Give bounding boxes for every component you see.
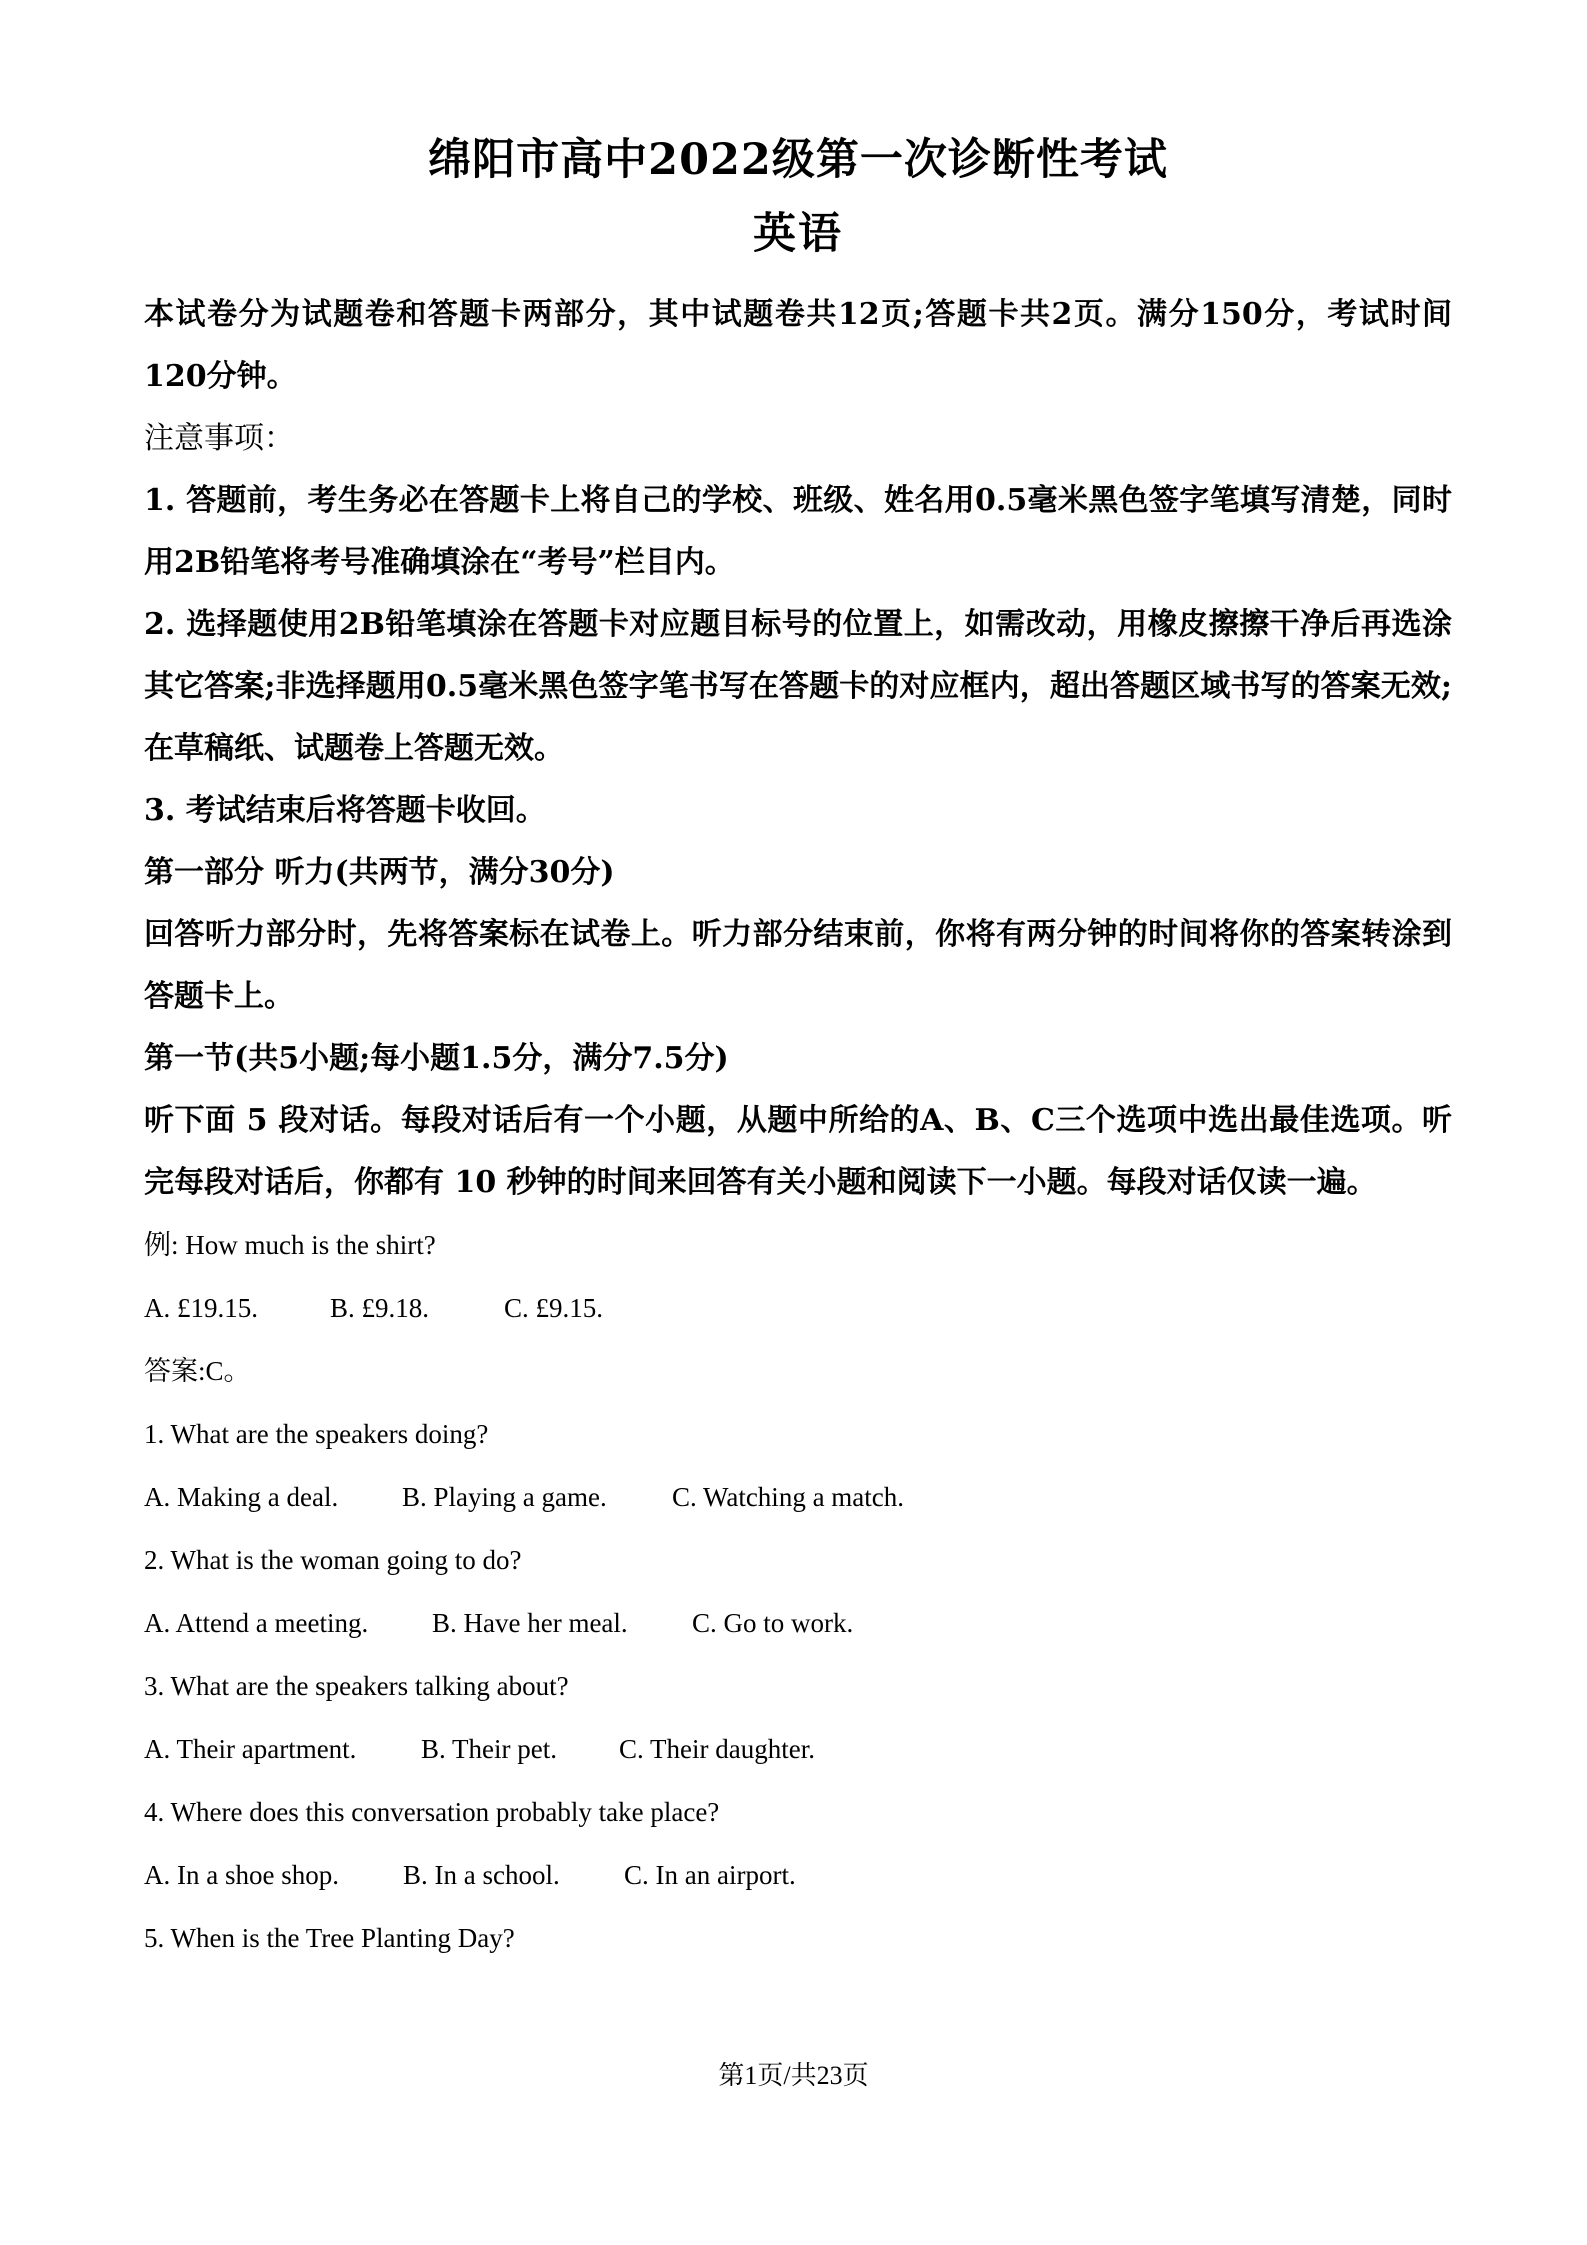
question-1-option-c: C. Watching a match. [672, 1482, 905, 1512]
example-option-b: B. £9.18. [330, 1293, 430, 1323]
notice-item-3: 3. 考试结束后将答题卡收回。 [144, 793, 546, 828]
question-3-option-a: A. Their apartment. [144, 1734, 357, 1764]
question-5: 5. When is the Tree Planting Day? [144, 1923, 515, 1953]
notice-heading: 注意事项： [144, 421, 294, 456]
example-options [144, 1277, 1452, 1340]
notice-item-2: 2. 选择题使用2B铅笔填涂在答题卡对应题目标号的位置上，如需改动，用橡皮擦擦干净后再选涂其它答案;非选择题用0.5毫米黑色签字笔书写在答题卡的对应框内，超出答题区域书写的答案无效;在草稿纸、试题卷上答题无效。 [144, 607, 1452, 766]
question-4-option-a: A. In a shoe shop. [144, 1860, 339, 1890]
question-1: 1. What are the speakers doing? [144, 1419, 489, 1449]
section1-instruction: 听下面 5 段对话。每段对话后有一个小题，从题中所给的A、B、C三个选项中选出最佳选项。听完每段对话后，你都有 10 秒钟的时间来回答有关小题和阅读下一小题。每段对话仅读一遍。 [144, 1103, 1452, 1200]
example-option-a: A. £19.15. [144, 1293, 258, 1323]
question-3-option-b: B. Their pet. [421, 1734, 557, 1764]
intro-paragraph: 本试卷分为试题卷和答题卡两部分，其中试题卷共12页;答题卡共2页。满分150分，考试时间120分钟。 [144, 297, 1452, 394]
question-3-option-c: C. Their daughter. [619, 1734, 815, 1764]
page-content [144, 128, 1452, 1970]
question-2-option-b: B. Have her meal. [432, 1608, 628, 1638]
question-2: 2. What is the woman going to do? [144, 1545, 522, 1575]
example-question: 例: How much is the shirt? [144, 1230, 436, 1260]
page-footer: 第1页/共23页 [718, 2061, 869, 2090]
exam-title: 绵阳市高中2022级第一次诊断性考试 [428, 135, 1168, 185]
example-answer: 答案:C。 [144, 1356, 251, 1386]
part1-instruction: 回答听力部分时，先将答案标在试卷上。听力部分结束前，你将有两分钟的时间将你的答案转涂到答题卡上。 [144, 917, 1452, 1014]
part1-heading: 第一部分 听力(共两节，满分30分) [144, 855, 615, 890]
example-option-c: C. £9.15. [504, 1293, 604, 1323]
question-4-option-b: B. In a school. [403, 1860, 560, 1890]
section1-heading: 第一节(共5小题;每小题1.5分，满分7.5分) [144, 1041, 729, 1076]
question-1-option-b: B. Playing a game. [402, 1482, 607, 1512]
question-4: 4. Where does this conversation probably take place? [144, 1797, 720, 1827]
question-2-option-a: A. Attend a meeting. [144, 1608, 369, 1638]
question-3: 3. What are the speakers talking about? [144, 1671, 569, 1701]
notice-item-1: 1. 答题前，考生务必在答题卡上将自己的学校、班级、姓名用0.5毫米黑色签字笔填写清楚，同时用2B铅笔将考号准确填涂在“考号”栏目内。 [144, 483, 1452, 580]
question-2-option-c: C. Go to work. [692, 1608, 854, 1638]
question-4-option-c: C. In an airport. [624, 1860, 796, 1890]
question-1-option-a: A. Making a deal. [144, 1482, 339, 1512]
question-3-options [144, 1718, 1452, 1781]
question-2-options [144, 1592, 1452, 1655]
question-4-options [144, 1844, 1452, 1907]
subject-title: 英语 [753, 209, 843, 259]
question-1-options [144, 1466, 1452, 1529]
